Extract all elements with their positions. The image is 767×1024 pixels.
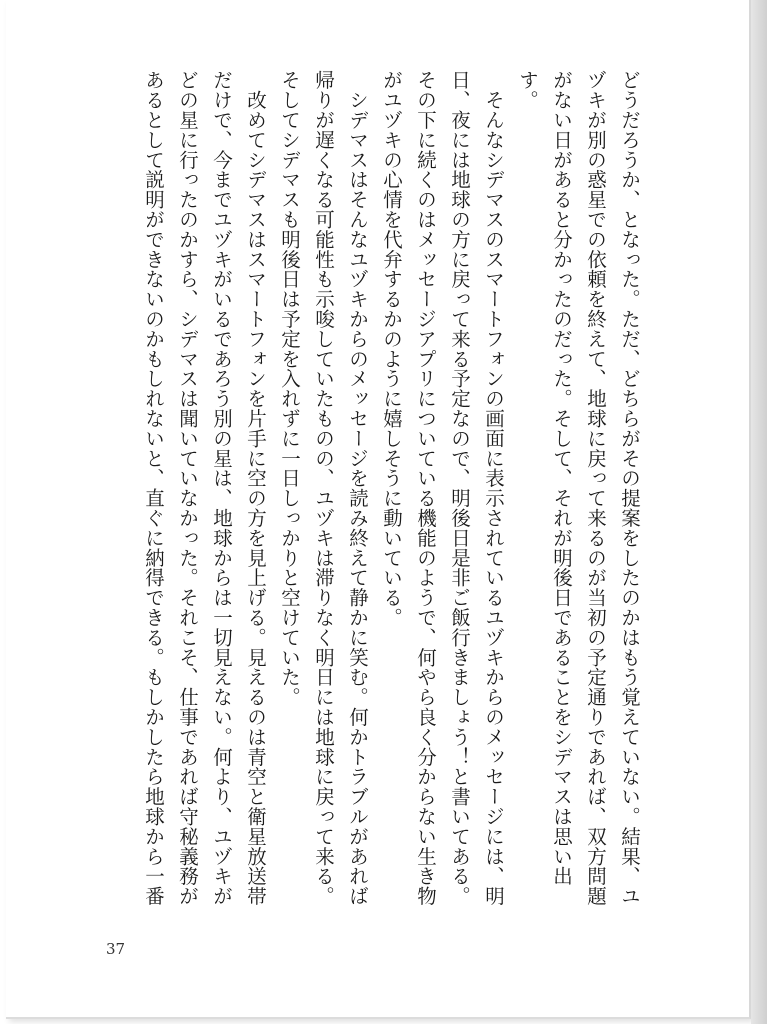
text-line: ヅキが別の惑星での依頼を終えて、地球に戻って来るのが当初の予定通りであれば、双方問題 bbox=[584, 70, 607, 906]
text-line: あるとして説明ができないのかもしれないと、直ぐに納得できる。もしかしたら地球から一番 bbox=[142, 70, 165, 906]
text-line: そんなシデマスのスマートフォンの画面に表示されているユヅキからのメッセージには、明 bbox=[482, 70, 505, 906]
text-line: す。 bbox=[516, 70, 539, 110]
page-number: 37 bbox=[106, 940, 126, 958]
text-line: どの星に行ったのかすら、シデマスは聞いていなかった。それこそ、仕事であれば守秘義務が bbox=[176, 70, 199, 906]
text-line: その下に続くのはメッセージアプリについている機能のようで、何やら良く分からない生き物 bbox=[414, 70, 437, 906]
book-page bbox=[6, 0, 751, 1019]
text-line: 帰りが遅くなる可能性も示唆していたものの、ユヅキは滞りなく明日には地球に戻って来る。 bbox=[312, 70, 335, 906]
text-line: シデマスはそんなユヅキからのメッセージを読み終えて静かに笑む。何かトラブルがあれば bbox=[346, 70, 369, 906]
vertical-text-body bbox=[136, 70, 646, 950]
text-line: どうだろうか、となった。ただ、どちらがその提案をしたのかはもう覚えていない。結果、ユ bbox=[618, 70, 641, 906]
text-line: がない日があると分かったのだった。そして、それが明後日であることをシデマスは思い出 bbox=[550, 70, 573, 886]
text-line: がユヅキの心情を代弁するかのように嬉しそうに動いている。 bbox=[380, 70, 403, 628]
text-line: 日、夜には地球の方に戻って来る予定なので、明後日是非ご飯行きましょう！と書いてある。 bbox=[448, 70, 471, 906]
text-line: だけで、今までユヅキがいるであろう別の星は、地球からは一切見えない。何より、ユヅキが bbox=[210, 70, 233, 906]
text-line: そしてシデマスも明後日は予定を入れずに一日しっかりと空けていた。 bbox=[278, 70, 301, 707]
page-edge bbox=[751, 0, 767, 1024]
text-line: 改めてシデマスはスマートフォンを片手に空の方を見上げる。見えるのは青空と衛星放送帯 bbox=[244, 70, 267, 906]
